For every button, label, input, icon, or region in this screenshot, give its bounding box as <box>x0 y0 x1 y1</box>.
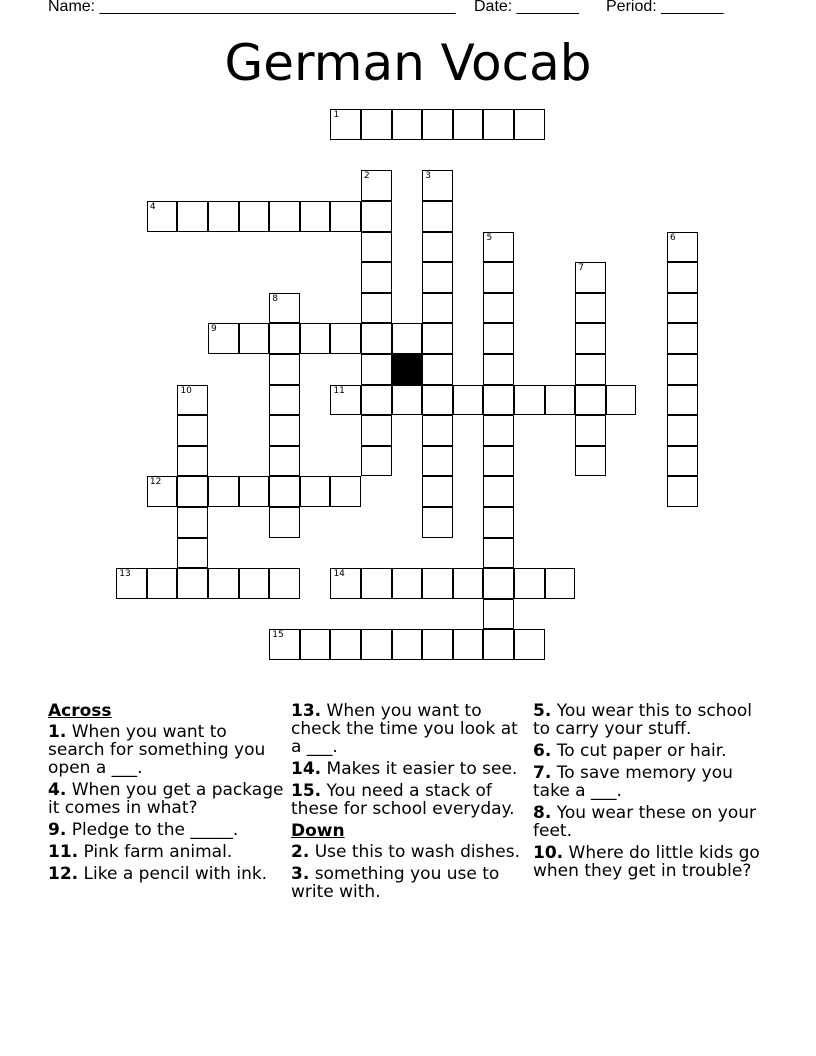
clue-across-9: 9. Pledge to the _____. <box>48 820 239 840</box>
cell-number: 1 <box>333 110 340 121</box>
grid-cell[interactable] <box>361 293 392 324</box>
name-field[interactable]: Name: ________________________________________ <box>48 0 456 15</box>
grid-cell[interactable] <box>392 568 423 599</box>
clue-across-12: 12. Like a pencil with ink. <box>48 864 268 884</box>
grid-cell[interactable] <box>575 323 606 354</box>
grid-cell[interactable] <box>392 385 423 416</box>
grid-cell[interactable] <box>361 568 392 599</box>
cell-number: 7 <box>578 263 584 274</box>
grid-cell[interactable] <box>575 293 606 324</box>
grid-cell[interactable] <box>667 262 698 293</box>
grid-cell[interactable] <box>422 201 453 232</box>
cell-number: 4 <box>149 202 156 213</box>
across-heading: Across <box>48 701 112 721</box>
grid-cell[interactable] <box>269 507 300 538</box>
grid-cell[interactable] <box>545 385 576 416</box>
clue-across-14: 14. Makes it easier to see. <box>291 759 518 779</box>
grid-cell[interactable] <box>361 629 392 660</box>
grid-cell[interactable] <box>147 201 178 232</box>
grid-cell[interactable] <box>269 201 300 232</box>
grid-cell[interactable] <box>422 293 453 324</box>
grid-cell[interactable] <box>575 446 606 477</box>
grid-cell[interactable] <box>483 262 514 293</box>
grid-cell[interactable] <box>177 507 208 538</box>
clue-across-15: 15. You need a stack of these for school everyday. <box>291 781 515 819</box>
grid-cell[interactable] <box>269 385 300 416</box>
grid-cell[interactable] <box>422 385 453 416</box>
cell-number: 6 <box>670 232 676 243</box>
clue-down-6: 6. To cut paper or hair. <box>533 741 727 761</box>
grid-cell[interactable] <box>361 109 392 140</box>
grid-cell[interactable] <box>422 262 453 293</box>
grid-cell[interactable] <box>514 385 545 416</box>
grid-cell[interactable] <box>177 201 208 232</box>
grid-cell[interactable] <box>545 568 576 599</box>
cell-number: 2 <box>364 171 370 182</box>
grid-cell[interactable] <box>483 293 514 324</box>
clue-across-1: 1. When you want to search for something you open a ___. <box>48 722 266 778</box>
grid-cell[interactable] <box>422 354 453 385</box>
grid-cell[interactable] <box>667 385 698 416</box>
grid-cell[interactable] <box>667 476 698 507</box>
clue-down-5: 5. You wear this to school to carry your stuff. <box>533 701 752 739</box>
grid-cell[interactable] <box>483 568 514 599</box>
grid-cell[interactable] <box>483 385 514 416</box>
grid-cell[interactable] <box>177 446 208 477</box>
cell-number: 15 <box>272 630 284 641</box>
grid-cell[interactable] <box>269 629 300 660</box>
grid-cell[interactable] <box>422 109 453 140</box>
clue-across-4: 4. When you get a package it comes in what? <box>48 780 284 818</box>
grid-cell[interactable] <box>483 599 514 630</box>
cell-number: 13 <box>119 569 131 580</box>
grid-cell[interactable] <box>514 629 545 660</box>
grid-cell[interactable] <box>483 476 514 507</box>
grid-cell[interactable] <box>300 476 331 507</box>
grid-cell[interactable] <box>208 568 239 599</box>
grid-cell[interactable] <box>300 629 331 660</box>
grid-cell[interactable] <box>422 415 453 446</box>
clue-down-7: 7. To save memory you take a ___. <box>533 763 733 801</box>
grid-cell[interactable] <box>239 323 270 354</box>
grid-cell[interactable] <box>300 201 331 232</box>
grid-cell[interactable] <box>361 415 392 446</box>
grid-cell[interactable] <box>239 476 270 507</box>
grid-cell[interactable] <box>330 323 361 354</box>
grid-cell[interactable] <box>514 568 545 599</box>
clue-down-10: 10. Where do little kids go when they get in trouble? <box>533 843 760 881</box>
grid-cell[interactable] <box>422 170 453 201</box>
grid-cell[interactable] <box>361 262 392 293</box>
grid-cell[interactable] <box>422 323 453 354</box>
grid-cell[interactable] <box>453 385 484 416</box>
down-heading: Down <box>291 821 345 841</box>
cell-number: 14 <box>333 569 345 580</box>
grid-cell[interactable] <box>483 323 514 354</box>
clue-down-8: 8. You wear these on your feet. <box>533 803 757 841</box>
grid-cell[interactable] <box>483 538 514 569</box>
grid-cell[interactable] <box>575 354 606 385</box>
grid-cell[interactable] <box>392 629 423 660</box>
grid-cell[interactable] <box>330 201 361 232</box>
grid-cell[interactable] <box>177 415 208 446</box>
grid-cell[interactable] <box>483 232 514 263</box>
cell-number: 5 <box>486 232 493 243</box>
clue-across-13: 13. When you want to check the time you look at a ___. <box>291 701 518 757</box>
clue-down-2: 2. Use this to wash dishes. <box>291 842 520 862</box>
grid-cell[interactable] <box>269 568 300 599</box>
grid-cell[interactable] <box>177 568 208 599</box>
period-field[interactable]: Period: _______ <box>606 0 724 15</box>
grid-cell[interactable] <box>330 629 361 660</box>
grid-cell[interactable] <box>667 415 698 446</box>
cell-number: 3 <box>425 171 431 182</box>
clue-column-1 <box>48 702 284 887</box>
grid-cell[interactable] <box>177 385 208 416</box>
grid-cell[interactable] <box>269 476 300 507</box>
grid-cell[interactable] <box>575 262 606 293</box>
cell-number: 12 <box>149 477 162 488</box>
grid-cell[interactable] <box>269 354 300 385</box>
grid-cell[interactable] <box>422 476 453 507</box>
grid-cell[interactable] <box>422 568 453 599</box>
grid-cell[interactable] <box>667 323 698 354</box>
grid-cell[interactable] <box>575 415 606 446</box>
grid-cell[interactable] <box>239 201 270 232</box>
grid-cell[interactable] <box>483 415 514 446</box>
grid-cell[interactable] <box>422 232 453 263</box>
grid-cell[interactable] <box>361 385 392 416</box>
grid-cell[interactable] <box>667 293 698 324</box>
clue-column-2 <box>291 702 527 905</box>
grid-cell[interactable] <box>269 446 300 477</box>
grid-cell[interactable] <box>330 109 361 140</box>
grid-cell[interactable] <box>667 446 698 477</box>
grid-cell[interactable] <box>575 385 606 416</box>
grid-cell[interactable] <box>361 232 392 263</box>
clue-column-3 <box>533 702 773 884</box>
grid-cell[interactable] <box>147 476 178 507</box>
grid-cell[interactable] <box>361 170 392 201</box>
grid-cell[interactable] <box>422 446 453 477</box>
grid-cell[interactable] <box>606 385 637 416</box>
grid-cell[interactable] <box>483 109 514 140</box>
grid-cell[interactable] <box>361 354 392 385</box>
grid-cell[interactable] <box>208 476 239 507</box>
grid-cell[interactable] <box>422 507 453 538</box>
grid-cell[interactable] <box>116 568 147 599</box>
grid-cell[interactable] <box>453 568 484 599</box>
grid-cell[interactable] <box>453 629 484 660</box>
grid-cell[interactable] <box>177 476 208 507</box>
grid-cell[interactable] <box>147 568 178 599</box>
grid-cell[interactable] <box>392 109 423 140</box>
grid-cell[interactable] <box>483 507 514 538</box>
grid-cell[interactable] <box>361 446 392 477</box>
grid-cell[interactable] <box>269 293 300 324</box>
grid-cell[interactable] <box>208 323 239 354</box>
clue-down-3: 3. something you use to write with. <box>291 864 500 902</box>
grid-cell[interactable] <box>177 538 208 569</box>
cell-number: 9 <box>211 324 217 335</box>
grid-cell[interactable] <box>269 323 300 354</box>
grid-cell[interactable] <box>483 446 514 477</box>
cell-number: 10 <box>180 385 192 396</box>
page-title: German Vocab <box>224 34 592 92</box>
clue-across-11: 11. Pink farm animal. <box>48 842 233 862</box>
grid-cell[interactable] <box>422 629 453 660</box>
grid-cell[interactable] <box>330 568 361 599</box>
grid-cell[interactable] <box>483 629 514 660</box>
grid-cell[interactable] <box>392 323 423 354</box>
cell-number: 8 <box>272 293 278 304</box>
grid-cell[interactable] <box>483 354 514 385</box>
grid-cell[interactable] <box>330 385 361 416</box>
grid-cell[interactable] <box>269 415 300 446</box>
grid-cell[interactable] <box>667 232 698 263</box>
grid-cell[interactable] <box>300 323 331 354</box>
cell-number: 11 <box>333 385 345 396</box>
grid-cell[interactable] <box>667 354 698 385</box>
grid-cell[interactable] <box>514 109 545 140</box>
grid-cell[interactable] <box>453 109 484 140</box>
grid-cell[interactable] <box>330 476 361 507</box>
date-field[interactable]: Date: _______ <box>474 0 579 15</box>
grid-cell[interactable] <box>208 201 239 232</box>
grid-cell[interactable] <box>361 323 392 354</box>
grid-cell[interactable] <box>239 568 270 599</box>
grid-cell[interactable] <box>361 201 392 232</box>
black-cell <box>392 354 423 385</box>
